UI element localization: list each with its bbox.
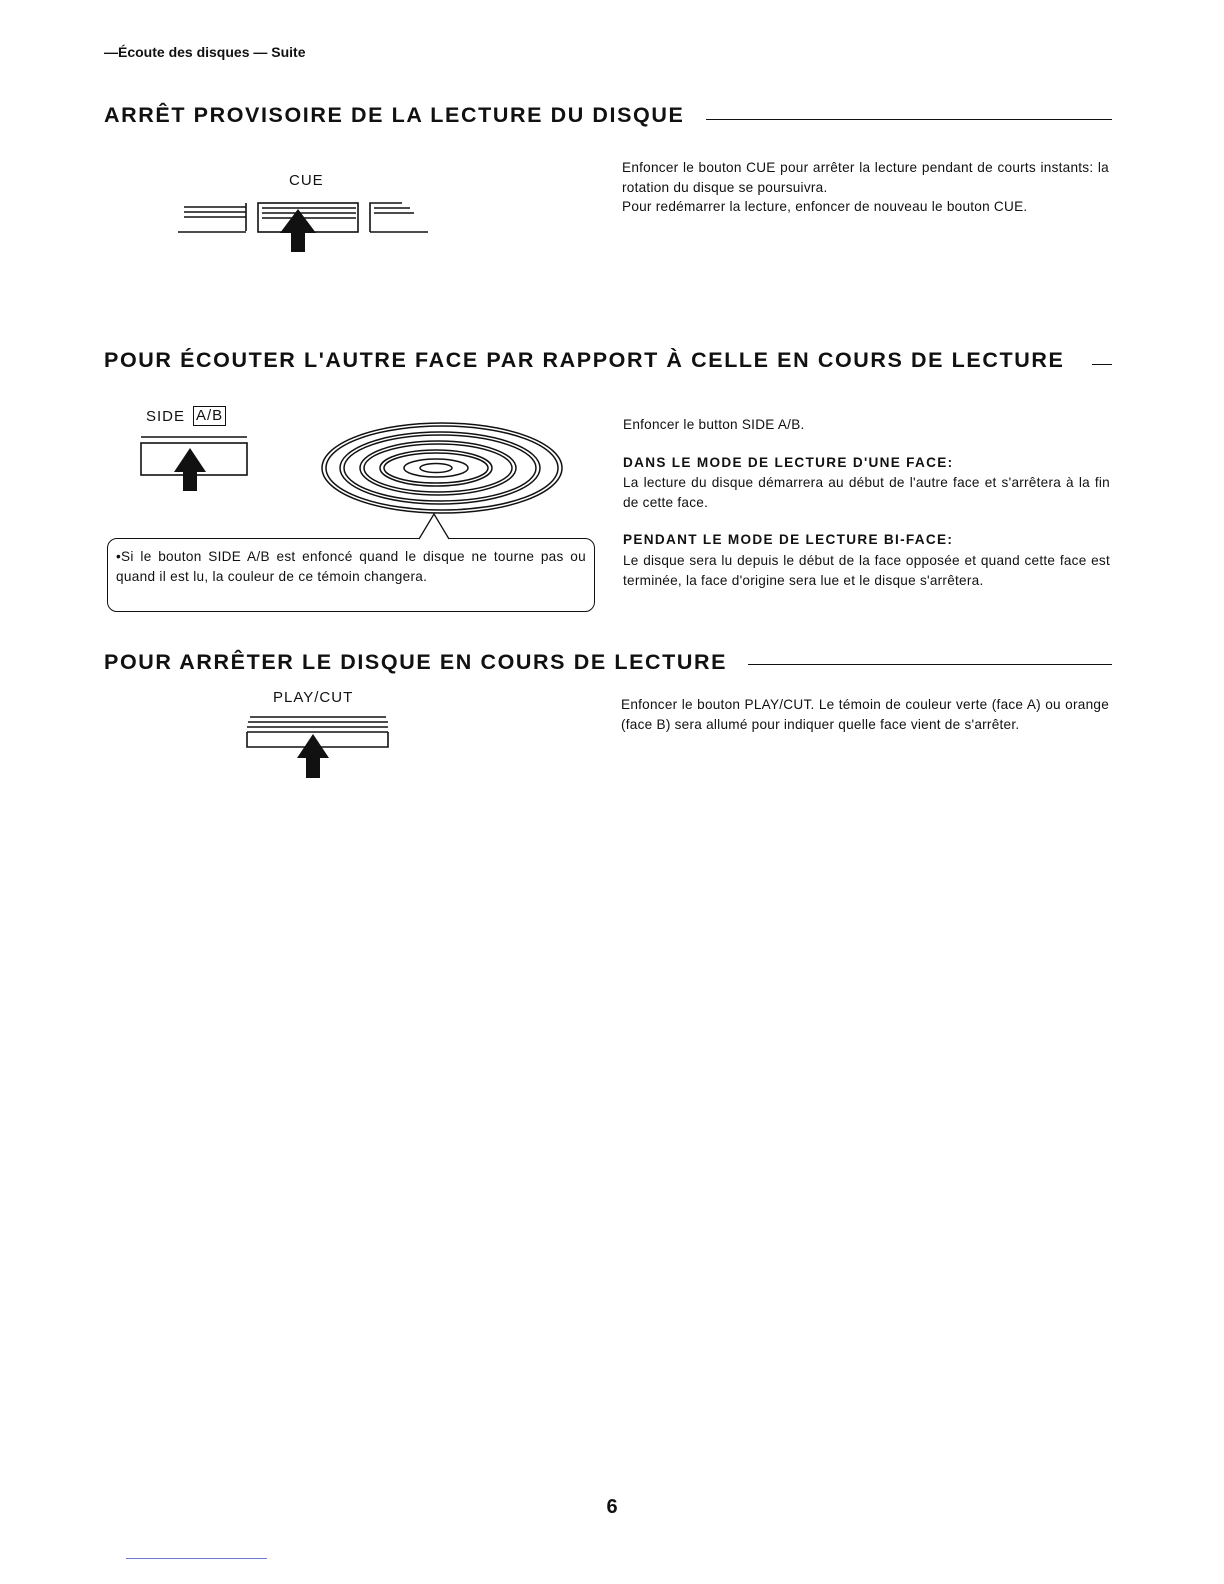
section-title-other-side: POUR ÉCOUTER L'AUTRE FACE PAR RAPPORT À CELLE EN COURS DE LECTURE [104, 348, 1065, 372]
side-intro: Enfoncer le button SIDE A/B. [623, 417, 805, 432]
disc-illustration [318, 420, 568, 520]
play-cut-paragraph: Enfoncer le bouton PLAY/CUT. Le témoin de couleur verte (face A) ou orange (face B) sera allumé pour indiquer quelle face vient de s'arrêter. [621, 697, 1109, 732]
bi-face-heading: PENDANT LE MODE DE LECTURE BI-FACE: [623, 532, 954, 547]
single-side-text: La lecture du disque démarrera au début de l'autre face et s'arrêtera à la fin de cette face. [623, 475, 1110, 510]
side-label: SIDE [146, 408, 186, 425]
cue-buttons-illustration [170, 195, 440, 265]
play-cut-button-illustration [240, 712, 400, 784]
section-title-pause: ARRÊT PROVISOIRE DE LA LECTURE DU DISQUE [104, 103, 685, 127]
running-head: —Écoute des disques — Suite [104, 44, 306, 60]
section-title-stop: POUR ARRÊTER LE DISQUE EN COURS DE LECTURE [104, 650, 728, 674]
side-ab-boxed-label: A/B [193, 406, 226, 426]
section-rule [748, 664, 1112, 665]
note-pointer [415, 512, 455, 542]
play-cut-label: PLAY/CUT [273, 689, 354, 706]
footer-rule [126, 1558, 267, 1559]
section-rule [1092, 364, 1112, 365]
bi-face-text: Le disque sera lu depuis le début de la face opposée et quand cette face est terminée, la face d'origine sera lue et le disque s'arrêtera. [623, 553, 1110, 588]
page-number: 6 [606, 1496, 618, 1518]
section-rule [706, 119, 1112, 120]
single-side-heading: DANS LE MODE DE LECTURE D'UNE FACE: [623, 455, 954, 470]
cue-label: CUE [289, 172, 324, 189]
side-button-illustration [135, 432, 255, 494]
note-text: •Si le bouton SIDE A/B est enfoncé quand le disque ne tourne pas ou quand il est lu, la couleur de ce témoin changera. [116, 549, 586, 584]
cue-paragraph-1: Enfoncer le bouton CUE pour arrêter la lecture pendant de courts instants: la rotation du disque se poursuivra. [622, 160, 1109, 195]
cue-paragraph-2: Pour redémarrer la lecture, enfoncer de nouveau le bouton CUE. [622, 199, 1028, 214]
